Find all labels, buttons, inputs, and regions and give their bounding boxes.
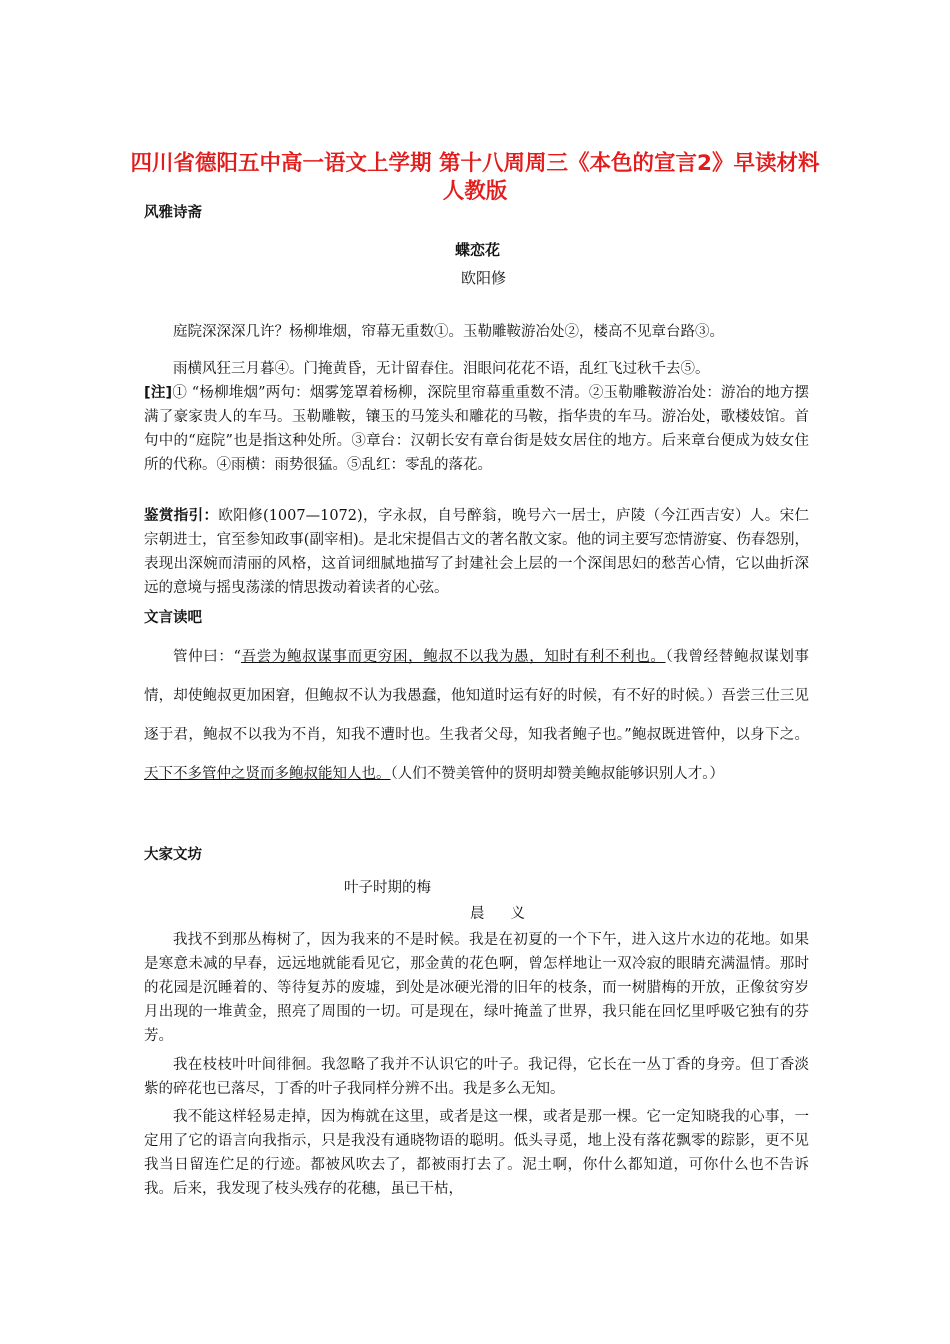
appreciation-paragraph (144, 504, 809, 600)
classical-quote-1: 吾尝为鲍叔谋事而更穷困，鲍叔不以我为愚，知时有利不利也。 (240, 649, 666, 665)
poem-line-2: 雨横风狂三月暮④。门掩黄昏，无计留春住。泪眼问花花不语，乱红飞过秋千去⑤。 (173, 361, 710, 377)
essay-paragraph-3: 我不能这样轻易走掉，因为梅就在这里，或者是这一棵，或者是那一棵。它一定知晓我的心事，一定用了它的语言向我指示，只是我没有通晓物语的聪明。低头寻觅，地上没有落花飘零的踪影，更不见我当日留连伫足的行迹。都被风吹去了，都被雨打去了。泥土啊，你什么都知道，可你什么也不告诉我。后来，我发现了枝头残存的花穗，虽已干枯， (144, 1109, 809, 1197)
classical-quote-2: 天下不多管仲之贤而多鲍叔能知人也。 (144, 766, 391, 782)
essay-paragraph-2: 我在枝枝叶叶间徘徊。我忽略了我并不认识它的叶子。我记得，它长在一丛丁香的身旁。但丁香淡紫的碎花也已落尽，丁香的叶子我同样分辨不出。我是多么无知。 (144, 1057, 809, 1097)
section-heading-poetry: 风雅诗斋 (144, 205, 202, 221)
poem-author: 欧阳修 (461, 269, 507, 287)
essay-title: 叶子时期的梅 (344, 880, 431, 896)
essay-author: 晨义 (470, 906, 551, 922)
document-title: 四川省德阳五中高一语文上学期 第十八周周三《本色的宣言2》早读材料 人教版 (130, 151, 820, 204)
notes-text: ① “杨柳堆烟”两句：烟雾笼罩着杨柳，深院里帘幕重重数不清。②玉勒雕鞍游冶处：游冶的地方摆满了豪家贵人的车马。玉勒雕鞍，镶玉的马笼头和雕花的马鞍，指华贵的车马。游冶处，歌楼妓馆。首句中的“庭院”也是指这种处所。③章台：汉朝长安有章台街是妓女居住的地方。后来章台便成为妓女住所的代称。④雨横：雨势很猛。⑤乱红：零乱的落花。 (144, 385, 809, 473)
appreciation-label: 鉴赏指引： (144, 508, 219, 524)
essay-paragraph-1: 我找不到那丛梅树了，因为我来的不是时候。我是在初夏的一个下午，进入这片水边的花地。如果是寒意未减的早春，远远地就能看见它，那金黄的花色啊，曾怎样地让一双冷寂的眼睛充满温情。那时的花园是沉睡着的、等待复苏的废墟，到处是冰硬光滑的旧年的枝条，而一树腊梅的开放，正像贫穷岁月出现的一堆黄金，照亮了周围的一切。可是现在，绿叶掩盖了世界，我只能在回忆里呼吸它独有的芬芳。 (144, 932, 809, 1044)
section-heading-essays: 大家文坊 (144, 847, 202, 863)
poem-title: 蝶恋花 (455, 241, 501, 259)
classical-part-1: 管仲曰：“ (173, 649, 241, 665)
classical-passage (144, 638, 809, 794)
section-heading-classical: 文言读吧 (144, 610, 202, 626)
poem-notes (144, 381, 809, 477)
classical-part-3: （人们不赞美管仲的贤明却赞美鲍叔能够识别人才。） (390, 766, 724, 782)
poem-line-1: 庭院深深深几许？杨柳堆烟，帘幕无重数①。玉勒雕鞍游冶处②，楼高不见章台路③。 (173, 324, 724, 340)
classical-part-2: （我曾经替鲍叔谋划事情，却使鲍叔更加困窘，但鲍叔不认为我愚蠢，他知道时运有好的时候，有不好的时候。）吾尝三仕三见逐于君，鲍叔不以我为不肖，知我不遭时也。生我者父母，知我者鲍子也。”鲍叔既进管仲，以身下之。 (144, 649, 809, 743)
notes-label: [注] (144, 385, 173, 401)
appreciation-text: 欧阳修(1007—1072)，字永叔，自号醉翁，晚号六一居士，庐陵（今江西吉安）人。宋仁宗朝进士，官至参知政事(副宰相)。是北宋提倡古文的著名散文家。他的词主要写恋情游宴、伤春怨别，表现出深婉而清丽的风格，这首词细腻地描写了封建社会上层的一个深闺思妇的愁苦心情，它以曲折深远的意境与摇曳荡漾的情思拨动着读者的心弦。 (144, 508, 810, 596)
